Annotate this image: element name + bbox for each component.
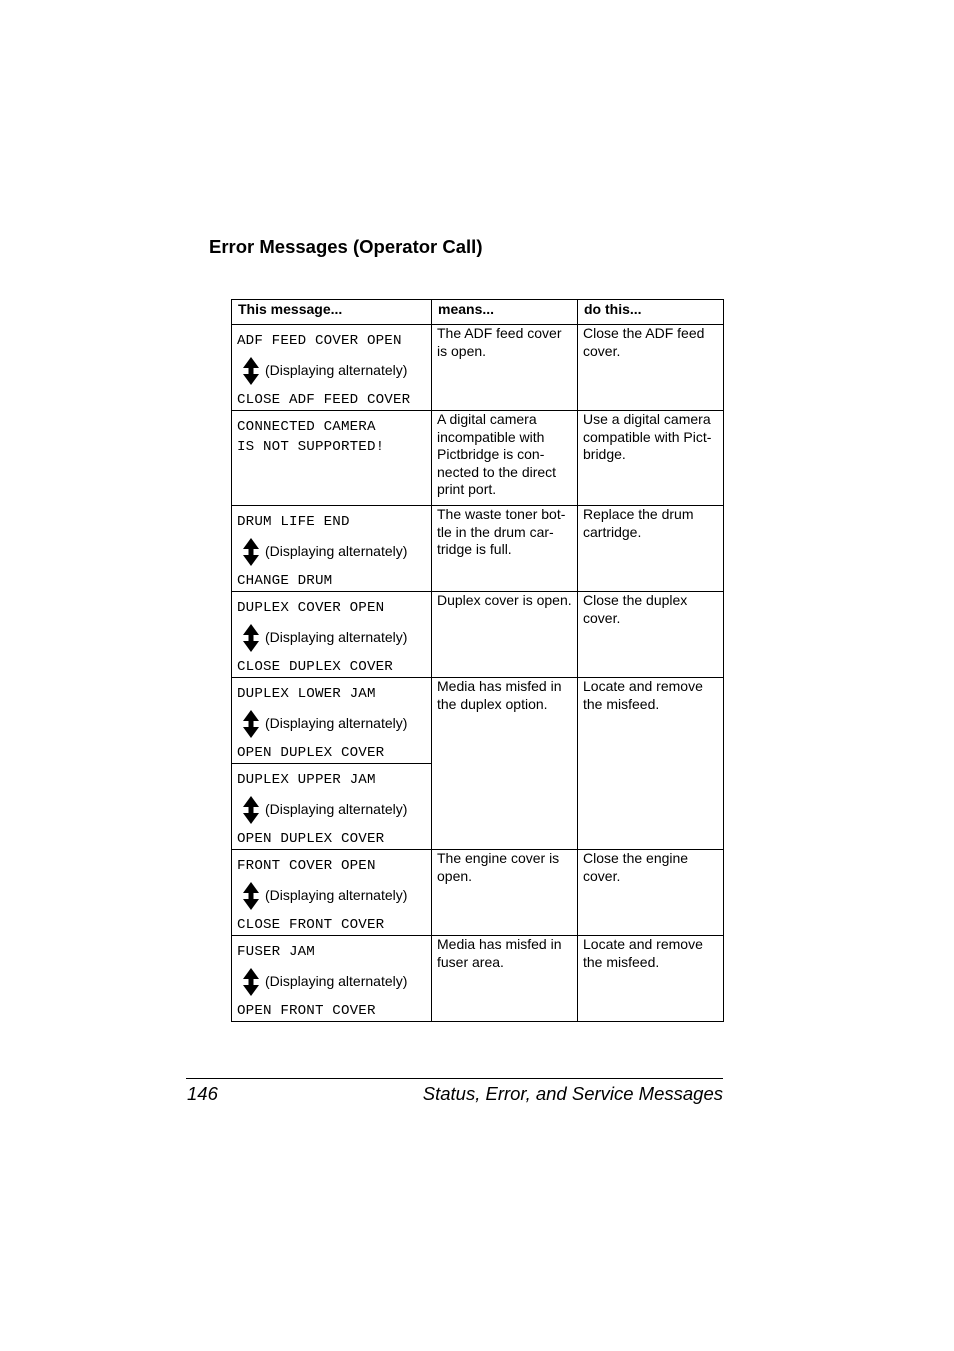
panel-message-line2: IS NOT SUPPORTED! [237, 438, 385, 455]
table-header-row [232, 300, 724, 325]
table-row [232, 936, 724, 1022]
panel-message-line1: DRUM LIFE END [237, 514, 350, 530]
message-cell [232, 850, 432, 936]
panel-message-line2: OPEN DUPLEX COVER [237, 744, 385, 761]
up-down-arrow-icon [243, 796, 259, 824]
panel-message-line1: CONNECTED CAMERA [237, 419, 376, 435]
alternate-label: (Displaying alternately) [265, 715, 408, 732]
table-row [232, 592, 724, 678]
panel-message-line1: DUPLEX COVER OPEN [237, 600, 385, 616]
message-cell [232, 506, 432, 592]
alternate-label: (Displaying alternately) [265, 973, 408, 990]
header-action: do this... [578, 300, 724, 325]
action-cell: Use a digital camera compatible with Pict-bridge. [578, 411, 724, 506]
panel-message-line1: ADF FEED COVER OPEN [237, 333, 402, 349]
panel-message-line2: OPEN FRONT COVER [237, 1002, 376, 1019]
means-cell: Media has misfed in fuser area. [432, 936, 578, 1022]
alternating-indicator [237, 352, 431, 391]
panel-message-line2: CLOSE ADF FEED COVER [237, 391, 411, 408]
table-row [232, 850, 724, 936]
panel-message-line2: CHANGE DRUM [237, 572, 333, 589]
message-cell [232, 678, 432, 764]
alternating-indicator [237, 877, 431, 916]
alternate-label: (Displaying alternately) [265, 887, 408, 904]
up-down-arrow-icon [243, 968, 259, 996]
table-row [232, 411, 724, 506]
panel-message-line2: CLOSE DUPLEX COVER [237, 658, 393, 675]
up-down-arrow-icon [243, 882, 259, 910]
panel-message-line1: FRONT COVER OPEN [237, 858, 376, 874]
page-number: 146 [187, 1083, 218, 1104]
header-message: This message... [232, 300, 432, 325]
table-row [232, 325, 724, 411]
up-down-arrow-icon [243, 357, 259, 385]
up-down-arrow-icon [243, 710, 259, 738]
alternating-indicator [237, 791, 431, 830]
message-cell [232, 325, 432, 411]
chapter-title: Status, Error, and Service Messages [422, 1083, 723, 1104]
table-row [232, 506, 724, 592]
alternate-label: (Displaying alternately) [265, 801, 408, 818]
alternating-indicator [237, 963, 431, 1002]
panel-message-line1: DUPLEX UPPER JAM [237, 772, 376, 788]
message-cell [232, 411, 432, 506]
action-cell: Close the duplex cover. [578, 592, 724, 678]
alternating-indicator [237, 619, 431, 658]
action-cell: Close the ADF feed cover. [578, 325, 724, 411]
action-cell: Replace the drum cartridge. [578, 506, 724, 592]
error-messages-table [231, 299, 724, 1022]
action-cell: Close the engine cover. [578, 850, 724, 936]
alternate-label: (Displaying alternately) [265, 629, 408, 646]
means-cell: The waste toner bot-tle in the drum car-tridge is full. [432, 506, 578, 592]
up-down-arrow-icon [243, 538, 259, 566]
alternate-label: (Displaying alternately) [265, 362, 408, 379]
means-cell: Duplex cover is open. [432, 592, 578, 678]
panel-message-line2: OPEN DUPLEX COVER [237, 830, 385, 847]
alternate-label: (Displaying alternately) [265, 543, 408, 560]
table-row [232, 678, 724, 764]
panel-message-line2: CLOSE FRONT COVER [237, 916, 385, 933]
panel-message-line1: DUPLEX LOWER JAM [237, 686, 376, 702]
alternating-indicator [237, 705, 431, 744]
message-cell [232, 764, 432, 850]
means-cell: A digital camera incompatible with Pictbridge is con-nected to the direct print port. [432, 411, 578, 506]
means-cell: Media has misfed in the duplex option. [432, 678, 578, 850]
alternating-indicator [237, 533, 431, 572]
up-down-arrow-icon [243, 624, 259, 652]
section-title: Error Messages (Operator Call) [209, 236, 483, 257]
header-means: means... [432, 300, 578, 325]
action-cell: Locate and remove the misfeed. [578, 936, 724, 1022]
action-cell: Locate and remove the misfeed. [578, 678, 724, 850]
panel-message-line1: FUSER JAM [237, 944, 315, 960]
means-cell: The ADF feed cover is open. [432, 325, 578, 411]
message-cell [232, 592, 432, 678]
message-cell [232, 936, 432, 1022]
footer-divider [186, 1078, 723, 1079]
means-cell: The engine cover is open. [432, 850, 578, 936]
